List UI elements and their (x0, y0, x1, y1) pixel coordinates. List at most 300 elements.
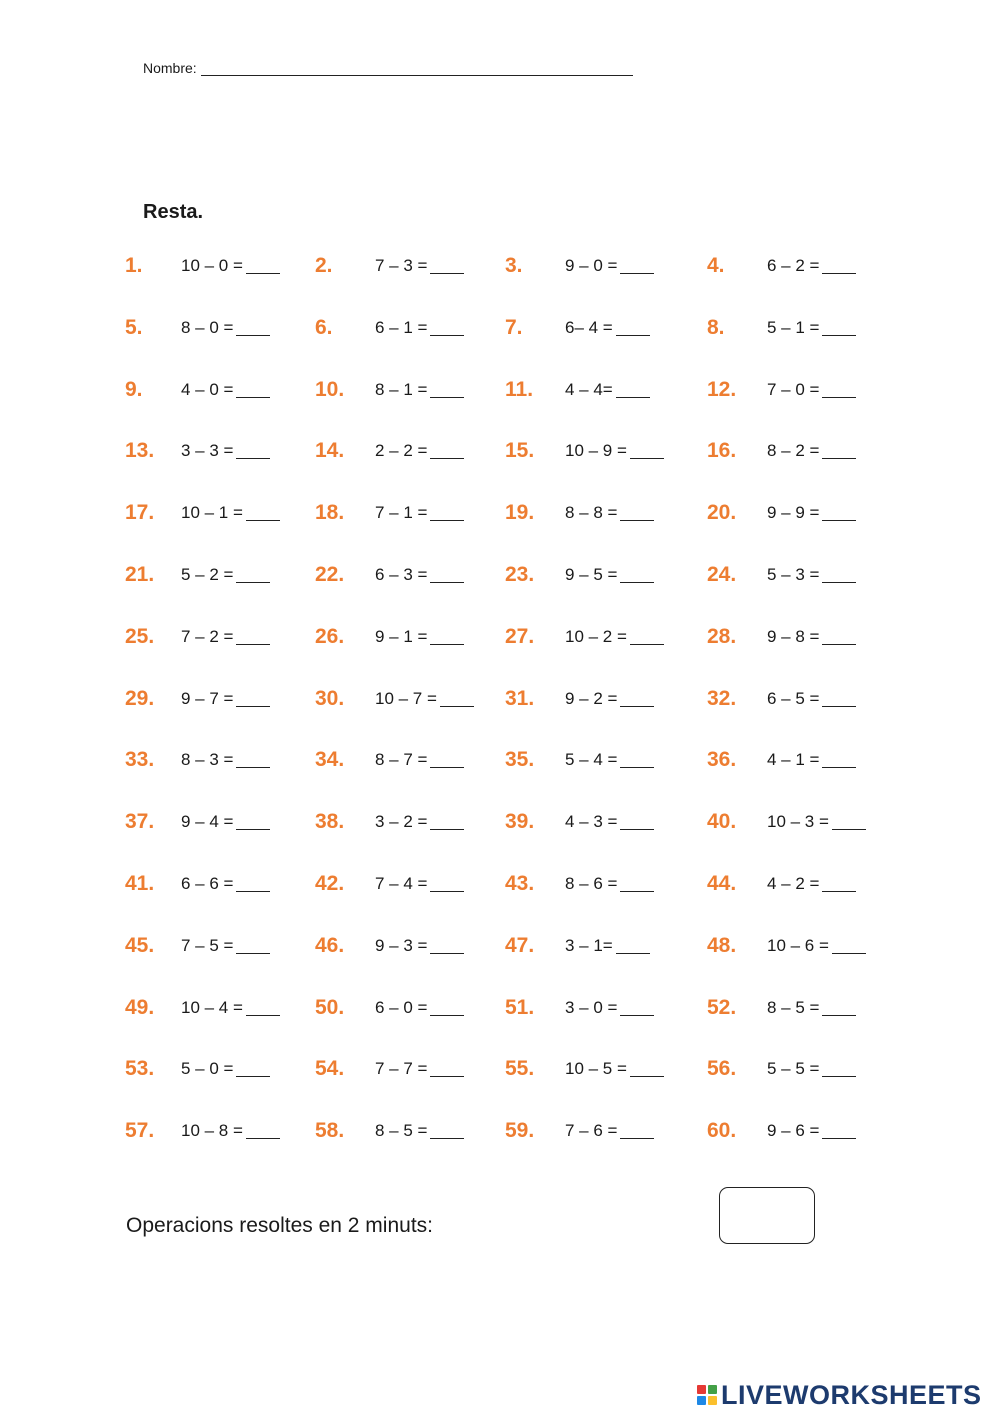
problem-number-text: 60. (707, 1119, 737, 1142)
problem-expression (767, 1054, 856, 1084)
problem-expression (375, 931, 464, 961)
problem-number (505, 807, 534, 837)
problem-number (315, 313, 333, 343)
problem-number (315, 375, 344, 405)
problem-number-text: 54. (315, 1057, 345, 1080)
answer-blank[interactable] (822, 877, 856, 892)
expression-text: 7 – 5 = (181, 936, 234, 955)
problem-number-text: 57. (125, 1119, 155, 1142)
problem-number (125, 993, 154, 1023)
problem-number-text: 51. (505, 996, 535, 1019)
expression-text: 9 – 2 = (565, 689, 618, 708)
problem-number-text: 33. (125, 748, 155, 771)
problem-expression (181, 993, 280, 1023)
problem-expression (181, 745, 270, 775)
problem-number (707, 251, 725, 281)
expression-text: 8 – 3 = (181, 750, 234, 769)
problem-expression (767, 1116, 856, 1146)
problem-expression (767, 931, 866, 961)
problem-number-text: 15. (505, 439, 535, 462)
problem-expression (767, 745, 856, 775)
problem-number-text: 48. (707, 934, 737, 957)
expression-text: 10 – 0 = (181, 256, 243, 275)
problem-number-text: 43. (505, 872, 535, 895)
answer-blank[interactable] (236, 383, 270, 398)
expression-text: 10 – 2 = (565, 627, 627, 646)
answer-blank[interactable] (616, 321, 650, 336)
problem-expression (767, 251, 856, 281)
expression-text: 6– 4 = (565, 318, 613, 337)
problem-number-text: 22. (315, 563, 345, 586)
problem-expression (767, 684, 856, 714)
expression-text: 7 – 2 = (181, 627, 234, 646)
answer-blank[interactable] (630, 1062, 664, 1077)
expression-text: 7 – 1 = (375, 503, 428, 522)
expression-text: 8 – 0 = (181, 318, 234, 337)
problem-expression (565, 745, 654, 775)
problem-expression (181, 560, 270, 590)
problem-number (505, 993, 534, 1023)
answer-blank[interactable] (630, 630, 664, 645)
answer-blank[interactable] (236, 444, 270, 459)
answer-blank[interactable] (236, 939, 270, 954)
expression-text: 9 – 1 = (375, 627, 428, 646)
problem-expression (767, 313, 856, 343)
problem-expression (181, 313, 270, 343)
problem-expression (565, 436, 664, 466)
problem-number (125, 313, 143, 343)
footer-label: Operacions resoltes en 2 minuts: (126, 1214, 433, 1237)
problem-number (505, 869, 534, 899)
problem-number (505, 1116, 534, 1146)
problem-expression (565, 313, 650, 343)
answer-blank[interactable] (822, 444, 856, 459)
expression-text: 8 – 5 = (767, 998, 820, 1017)
problem-expression (565, 869, 654, 899)
worksheet-title: Resta. (143, 201, 204, 223)
problem-expression (375, 560, 464, 590)
expression-text: 5 – 5 = (767, 1059, 820, 1078)
problem-number (505, 745, 534, 775)
problem-number (707, 375, 736, 405)
expression-text: 8 – 1 = (375, 380, 428, 399)
answer-blank[interactable] (620, 753, 654, 768)
problem-number-text: 39. (505, 810, 535, 833)
problem-number-text: 25. (125, 625, 155, 648)
problem-number-text: 28. (707, 625, 737, 648)
expression-text: 9 – 8 = (767, 627, 820, 646)
problem-number-text: 13. (125, 439, 155, 462)
answer-blank[interactable] (822, 506, 856, 521)
expression-text: 5 – 0 = (181, 1059, 234, 1078)
answer-blank[interactable] (246, 506, 280, 521)
problem-expression (375, 313, 464, 343)
expression-text: 9 – 5 = (565, 565, 618, 584)
problem-number (315, 498, 344, 528)
answer-blank[interactable] (440, 692, 474, 707)
problem-number (315, 993, 344, 1023)
problem-expression (565, 993, 654, 1023)
problem-expression (767, 993, 856, 1023)
problem-number (707, 1116, 736, 1146)
answer-blank[interactable] (630, 444, 664, 459)
expression-text: 6 – 2 = (767, 256, 820, 275)
problem-number (125, 375, 143, 405)
logo-cube-icon (708, 1396, 717, 1405)
problem-expression (565, 1116, 654, 1146)
answer-blank[interactable] (822, 1001, 856, 1016)
answer-blank[interactable] (236, 568, 270, 583)
expression-text: 5 – 4 = (565, 750, 618, 769)
answer-blank[interactable] (430, 877, 464, 892)
answer-blank[interactable] (430, 939, 464, 954)
expression-text: 10 – 4 = (181, 998, 243, 1017)
expression-text: 5 – 2 = (181, 565, 234, 584)
score-box[interactable] (719, 1187, 815, 1244)
logo-cube-icon (697, 1396, 706, 1405)
answer-blank[interactable] (236, 692, 270, 707)
answer-blank[interactable] (822, 259, 856, 274)
problem-expression (375, 375, 464, 405)
problem-expression (181, 931, 270, 961)
problem-number-text: 50. (315, 996, 345, 1019)
problem-number (125, 931, 154, 961)
problem-number-text: 37. (125, 810, 155, 833)
problem-number-text: 17. (125, 501, 155, 524)
expression-text: 7 – 3 = (375, 256, 428, 275)
problem-number (707, 622, 736, 652)
answer-blank[interactable] (616, 939, 650, 954)
expression-text: 8 – 6 = (565, 874, 618, 893)
problem-expression (375, 745, 464, 775)
expression-text: 3 – 3 = (181, 441, 234, 460)
problem-expression (565, 931, 650, 961)
expression-text: 9 – 9 = (767, 503, 820, 522)
problem-number-text: 3. (505, 254, 523, 277)
problem-expression (767, 498, 856, 528)
problem-number (315, 931, 344, 961)
answer-blank[interactable] (620, 877, 654, 892)
problem-expression (181, 869, 270, 899)
expression-text: 6 – 3 = (375, 565, 428, 584)
answer-blank[interactable] (822, 1062, 856, 1077)
problem-number (125, 560, 154, 590)
answer-blank[interactable] (430, 1062, 464, 1077)
problem-number (125, 869, 154, 899)
expression-text: 8 – 7 = (375, 750, 428, 769)
problem-number-text: 20. (707, 501, 737, 524)
problem-number-text: 47. (505, 934, 535, 957)
answer-blank[interactable] (620, 259, 654, 274)
problem-number-text: 7. (505, 316, 523, 339)
answer-blank[interactable] (236, 815, 270, 830)
problem-number (125, 684, 154, 714)
problem-expression (767, 807, 866, 837)
answer-blank[interactable] (236, 877, 270, 892)
answer-blank[interactable] (430, 506, 464, 521)
problem-number-text: 44. (707, 872, 737, 895)
problem-number (125, 251, 143, 281)
answer-blank[interactable] (246, 259, 280, 274)
problem-expression (181, 1054, 270, 1084)
expression-text: 9 – 3 = (375, 936, 428, 955)
liveworksheets-logo (697, 1381, 982, 1409)
answer-blank[interactable] (430, 630, 464, 645)
problem-expression (181, 436, 270, 466)
expression-text: 10 – 8 = (181, 1121, 243, 1140)
answer-blank[interactable] (430, 815, 464, 830)
answer-blank[interactable] (430, 568, 464, 583)
problem-expression (181, 1116, 280, 1146)
logo-cubes-icon (697, 1385, 717, 1405)
problem-number (125, 498, 154, 528)
problem-expression (375, 251, 464, 281)
problem-number-text: 35. (505, 748, 535, 771)
answer-blank[interactable] (620, 506, 654, 521)
problem-number-text: 36. (707, 748, 737, 771)
problem-number (707, 498, 736, 528)
problem-number-text: 21. (125, 563, 155, 586)
answer-blank[interactable] (822, 568, 856, 583)
problem-number-text: 24. (707, 563, 737, 586)
expression-text: 10 – 1 = (181, 503, 243, 522)
expression-text: 10 – 5 = (565, 1059, 627, 1078)
answer-blank[interactable] (236, 630, 270, 645)
problem-number-text: 52. (707, 996, 737, 1019)
expression-text: 4 – 3 = (565, 812, 618, 831)
expression-text: 5 – 3 = (767, 565, 820, 584)
name-label: Nombre: (143, 60, 197, 76)
problem-expression (375, 1116, 464, 1146)
logo-cube-icon (708, 1385, 717, 1394)
problem-number (707, 869, 736, 899)
problem-number (505, 313, 523, 343)
problem-number (505, 498, 534, 528)
logo-text: LIVEWORKSHEETS (721, 1379, 982, 1410)
answer-blank[interactable] (430, 321, 464, 336)
problem-number (125, 745, 154, 775)
problem-expression (767, 375, 856, 405)
problem-number-text: 4. (707, 254, 725, 277)
problem-number (505, 684, 534, 714)
problem-number (505, 436, 534, 466)
problem-expression (565, 1054, 664, 1084)
expression-text: 3 – 1= (565, 936, 613, 955)
logo-cube-icon (697, 1385, 706, 1394)
problem-number (707, 684, 736, 714)
problem-expression (181, 251, 280, 281)
problem-number-text: 16. (707, 439, 737, 462)
expression-text: 3 – 0 = (565, 998, 618, 1017)
problem-number-text: 11. (505, 378, 534, 401)
problem-expression (181, 807, 270, 837)
answer-blank[interactable] (822, 753, 856, 768)
problem-expression (767, 622, 856, 652)
problem-number (707, 436, 736, 466)
problem-number (505, 622, 534, 652)
problem-expression (375, 498, 464, 528)
problem-expression (565, 560, 654, 590)
expression-text: 4 – 1 = (767, 750, 820, 769)
expression-text: 6 – 1 = (375, 318, 428, 337)
problem-expression (767, 560, 856, 590)
problem-number (505, 1054, 534, 1084)
problem-number-text: 5. (125, 316, 143, 339)
problem-number-text: 58. (315, 1119, 345, 1142)
expression-text: 10 – 9 = (565, 441, 627, 460)
problem-number-text: 56. (707, 1057, 737, 1080)
answer-blank[interactable] (822, 1124, 856, 1139)
answer-blank[interactable] (616, 383, 650, 398)
problem-number (505, 375, 533, 405)
expression-text: 8 – 2 = (767, 441, 820, 460)
problem-expression (375, 1054, 464, 1084)
expression-text: 2 – 2 = (375, 441, 428, 460)
problem-number (505, 251, 523, 281)
answer-blank[interactable] (832, 939, 866, 954)
problem-number-text: 12. (707, 378, 737, 401)
problem-number (315, 807, 344, 837)
answer-blank[interactable] (430, 1124, 464, 1139)
problem-expression (375, 436, 464, 466)
problem-number (505, 931, 534, 961)
problem-expression (181, 498, 280, 528)
problem-number-text: 46. (315, 934, 345, 957)
answer-blank[interactable] (246, 1001, 280, 1016)
problem-expression (565, 251, 654, 281)
problem-number-text: 19. (505, 501, 535, 524)
answer-blank[interactable] (822, 383, 856, 398)
problem-number-text: 8. (707, 316, 725, 339)
answer-blank[interactable] (236, 1062, 270, 1077)
problem-number-text: 41. (125, 872, 155, 895)
problem-expression (767, 869, 856, 899)
problem-number-text: 42. (315, 872, 345, 895)
answer-blank[interactable] (620, 1124, 654, 1139)
answer-blank[interactable] (822, 692, 856, 707)
expression-text: 10 – 6 = (767, 936, 829, 955)
problem-number-text: 59. (505, 1119, 535, 1142)
problem-number (315, 1054, 344, 1084)
expression-text: 9 – 7 = (181, 689, 234, 708)
answer-blank[interactable] (236, 753, 270, 768)
problem-number-text: 29. (125, 687, 155, 710)
expression-text: 4 – 4= (565, 380, 613, 399)
expression-text: 4 – 0 = (181, 380, 234, 399)
problem-number-text: 45. (125, 934, 155, 957)
answer-blank[interactable] (430, 753, 464, 768)
problem-number (315, 251, 333, 281)
expression-text: 9 – 4 = (181, 812, 234, 831)
problem-expression (181, 375, 270, 405)
problem-number-text: 31. (505, 687, 535, 710)
problem-number-text: 27. (505, 625, 535, 648)
problem-expression (565, 807, 654, 837)
problem-number (707, 993, 736, 1023)
answer-blank[interactable] (430, 259, 464, 274)
answer-blank[interactable] (236, 321, 270, 336)
problem-expression (375, 869, 464, 899)
problem-number-text: 1. (125, 254, 143, 277)
answer-blank[interactable] (832, 815, 866, 830)
expression-text: 5 – 1 = (767, 318, 820, 337)
problem-number (315, 1116, 344, 1146)
problem-number (125, 1116, 154, 1146)
problem-number-text: 30. (315, 687, 345, 710)
problem-expression (565, 375, 650, 405)
problem-number (315, 684, 344, 714)
answer-blank[interactable] (822, 630, 856, 645)
answer-blank[interactable] (620, 692, 654, 707)
problem-number (707, 745, 736, 775)
problem-number-text: 23. (505, 563, 535, 586)
expression-text: 10 – 7 = (375, 689, 437, 708)
problem-number (707, 1054, 736, 1084)
problem-expression (565, 684, 654, 714)
problem-number (707, 931, 736, 961)
problem-number-text: 32. (707, 687, 737, 710)
problem-number (315, 869, 344, 899)
answer-blank[interactable] (430, 1001, 464, 1016)
problem-number-text: 14. (315, 439, 345, 462)
answer-blank[interactable] (620, 815, 654, 830)
problem-number-text: 38. (315, 810, 345, 833)
expression-text: 4 – 2 = (767, 874, 820, 893)
answer-blank[interactable] (246, 1124, 280, 1139)
problem-number-text: 18. (315, 501, 345, 524)
expression-text: 7 – 4 = (375, 874, 428, 893)
answer-blank[interactable] (822, 321, 856, 336)
problem-number-text: 6. (315, 316, 333, 339)
problem-number (315, 436, 344, 466)
expression-text: 6 – 0 = (375, 998, 428, 1017)
problem-expression (565, 622, 664, 652)
expression-text: 8 – 8 = (565, 503, 618, 522)
problem-number (707, 807, 736, 837)
problem-expression (375, 622, 464, 652)
expression-text: 3 – 2 = (375, 812, 428, 831)
expression-text: 7 – 6 = (565, 1121, 618, 1140)
problem-expression (565, 498, 654, 528)
problem-number (315, 622, 344, 652)
problem-number-text: 9. (125, 378, 143, 401)
answer-blank[interactable] (430, 444, 464, 459)
answer-blank[interactable] (620, 568, 654, 583)
problem-number-text: 55. (505, 1057, 535, 1080)
expression-text: 7 – 7 = (375, 1059, 428, 1078)
expression-text: 7 – 0 = (767, 380, 820, 399)
problem-number-text: 2. (315, 254, 333, 277)
problem-number-text: 53. (125, 1057, 155, 1080)
problem-expression (181, 622, 270, 652)
answer-blank[interactable] (430, 383, 464, 398)
problem-number-text: 34. (315, 748, 345, 771)
problem-expression (767, 436, 856, 466)
problem-number (125, 622, 154, 652)
problem-number-text: 26. (315, 625, 345, 648)
answer-blank[interactable] (620, 1001, 654, 1016)
problem-number-text: 40. (707, 810, 737, 833)
problem-number (707, 560, 736, 590)
problem-number (315, 560, 344, 590)
expression-text: 10 – 3 = (767, 812, 829, 831)
problem-number-text: 49. (125, 996, 155, 1019)
expression-text: 9 – 0 = (565, 256, 618, 275)
problem-number (125, 1054, 154, 1084)
problem-number (315, 745, 344, 775)
expression-text: 6 – 5 = (767, 689, 820, 708)
problem-expression (181, 684, 270, 714)
